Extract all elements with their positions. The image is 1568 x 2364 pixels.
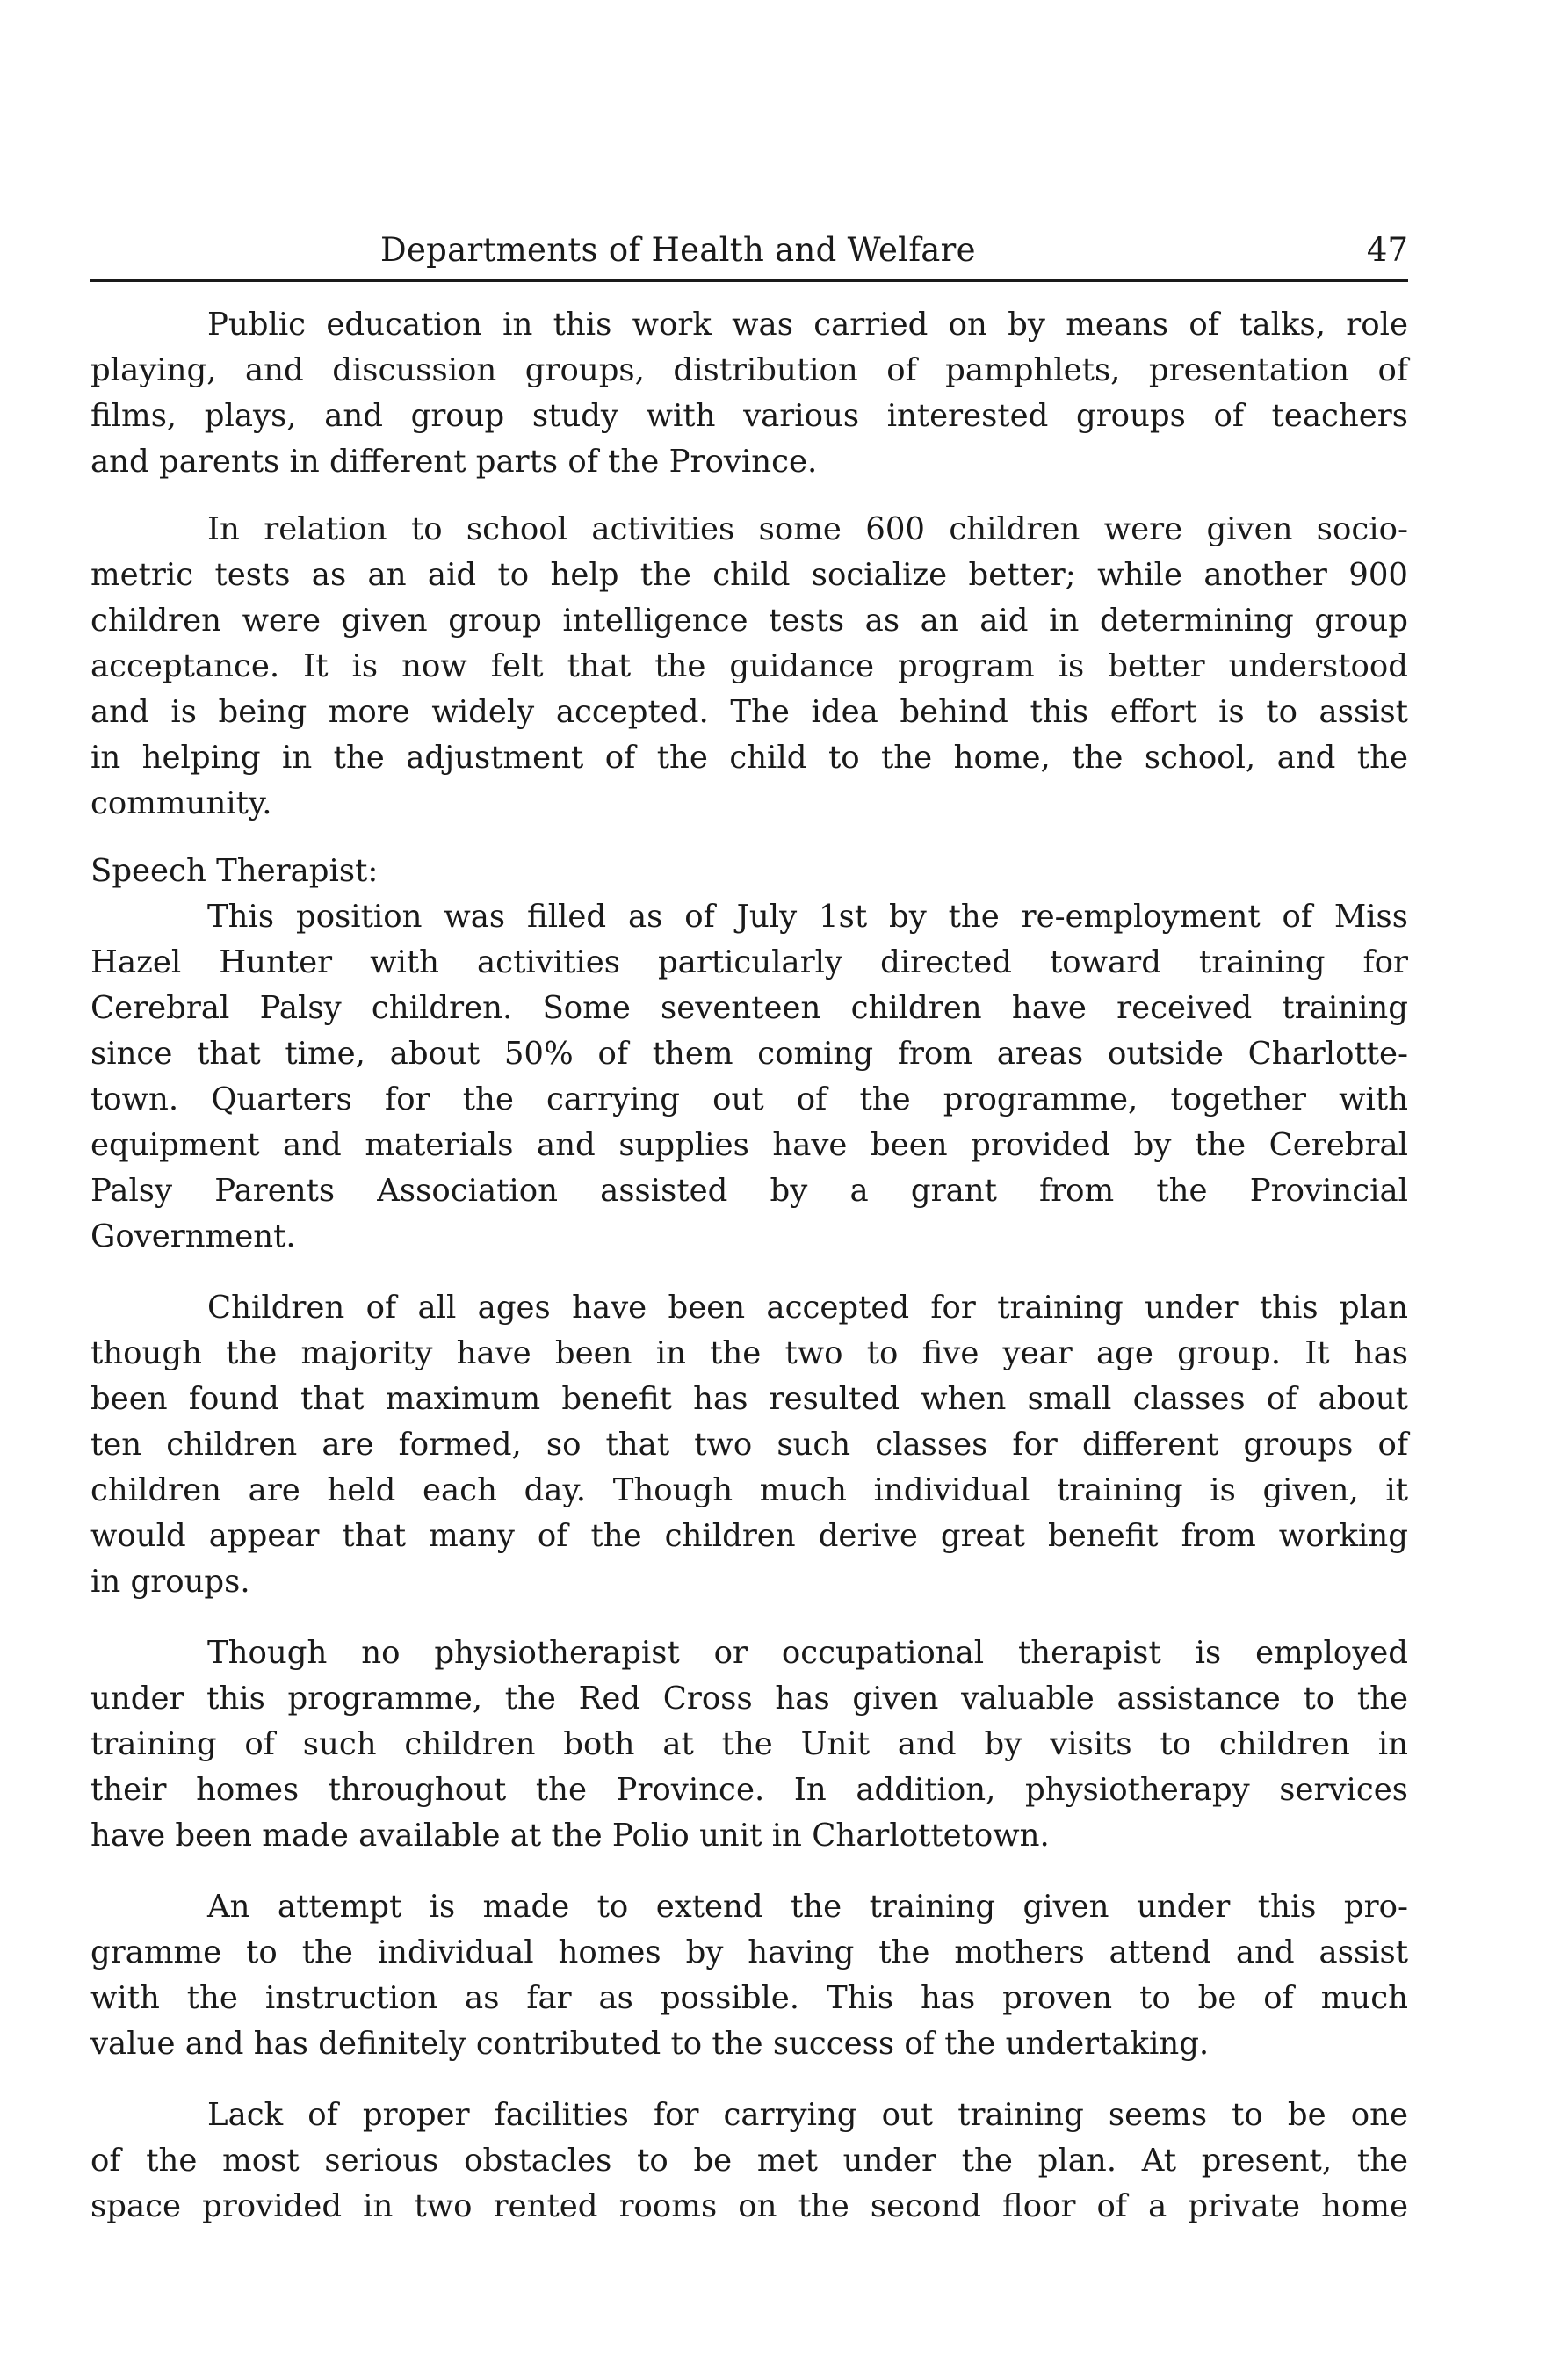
- text-line: gramme to the individual homes by having the mothers attend and assist: [90, 1934, 1408, 1970]
- text-line: ten children are formed, so that two such classes for different groups of: [90, 1427, 1408, 1463]
- text-line: under this programme, the Red Cross has given valuable assistance to the: [90, 1681, 1408, 1717]
- text-line: would appear that many of the children derive great benefit from working: [90, 1518, 1408, 1554]
- text-line: of the most serious obstacles to be met under the plan. At present, the: [90, 2143, 1408, 2179]
- speech-therapist-heading: Speech Therapist:: [90, 853, 379, 889]
- running-title: Departments of Health and Welfare: [380, 231, 976, 269]
- text-line: Public education in this work was carried on by means of talks, role: [207, 307, 1408, 343]
- text-line: have been made available at the Polio unit in Charlottetown.: [90, 1818, 1050, 1854]
- body-text: [90, 302, 1408, 2230]
- section-heading: [90, 849, 1408, 894]
- page-number: 47: [1366, 231, 1408, 269]
- text-line: Cerebral Palsy children. Some seventeen children have received training: [90, 990, 1408, 1026]
- text-line: playing, and discussion groups, distribution of pamphlets, presentation of: [90, 352, 1408, 388]
- text-line: and parents in different parts of the Province.: [90, 444, 818, 480]
- paragraph: [90, 1285, 1408, 1605]
- text-line: Children of all ages have been accepted for training under this plan: [207, 1290, 1408, 1326]
- text-line: their homes throughout the Province. In addition, physiotherapy services: [90, 1772, 1408, 1808]
- paragraph: [90, 1630, 1408, 1859]
- text-line: with the instruction as far as possible. This has proven to be of much: [90, 1980, 1408, 2016]
- text-line: though the majority have been in the two to five year age group. It has: [90, 1335, 1408, 1371]
- text-line: training of such children both at the Unit and by visits to children in: [90, 1726, 1408, 1762]
- paragraph: [90, 302, 1408, 485]
- page-header: [90, 224, 1408, 277]
- text-line: Government.: [90, 1218, 296, 1254]
- text-line: films, plays, and group study with various interested groups of teachers: [90, 398, 1408, 434]
- text-line: acceptance. It is now felt that the guidance program is better understood: [90, 648, 1408, 684]
- text-line: Hazel Hunter with activities particularly directed toward training for: [90, 944, 1408, 980]
- text-line: children are held each day. Though much individual training is given, it: [90, 1472, 1408, 1508]
- text-line: children were given group intelligence tests as an aid in determining group: [90, 603, 1408, 639]
- text-line: in groups.: [90, 1564, 250, 1600]
- text-line: Lack of proper facilities for carrying out training seems to be one: [207, 2097, 1408, 2133]
- text-line: been found that maximum benefit has resulted when small classes of about: [90, 1381, 1408, 1417]
- header-rule: [90, 279, 1408, 282]
- text-line: space provided in two rented rooms on the second floor of a private home: [90, 2188, 1408, 2224]
- paragraph: [90, 507, 1408, 827]
- text-line: in helping in the adjustment of the child to the home, the school, and the: [90, 740, 1408, 776]
- text-line: Palsy Parents Association assisted by a grant from the Provincial: [90, 1173, 1408, 1209]
- text-line: and is being more widely accepted. The idea behind this effort is to assist: [90, 694, 1408, 730]
- text-line: town. Quarters for the carrying out of the programme, together with: [90, 1081, 1408, 1117]
- text-line: since that time, about 50% of them coming from areas outside Charlotte-: [90, 1036, 1408, 1072]
- paragraph: [90, 2093, 1408, 2230]
- text-line: value and has definitely contributed to the success of the undertaking.: [90, 2026, 1210, 2062]
- text-line: Though no physiotherapist or occupational therapist is employed: [207, 1635, 1408, 1671]
- text-line: equipment and materials and supplies have been provided by the Cerebral: [90, 1127, 1408, 1163]
- text-line: An attempt is made to extend the training given under this pro-: [207, 1889, 1408, 1925]
- text-line: In relation to school activities some 600 children were given socio-: [207, 511, 1408, 547]
- paragraph: [90, 894, 1408, 1260]
- text-line: This position was filled as of July 1st by the re-employment of Miss: [207, 899, 1408, 935]
- text-line: community.: [90, 785, 272, 821]
- text-line: metric tests as an aid to help the child socialize better; while another 900: [90, 557, 1408, 593]
- paragraph: [90, 1884, 1408, 2067]
